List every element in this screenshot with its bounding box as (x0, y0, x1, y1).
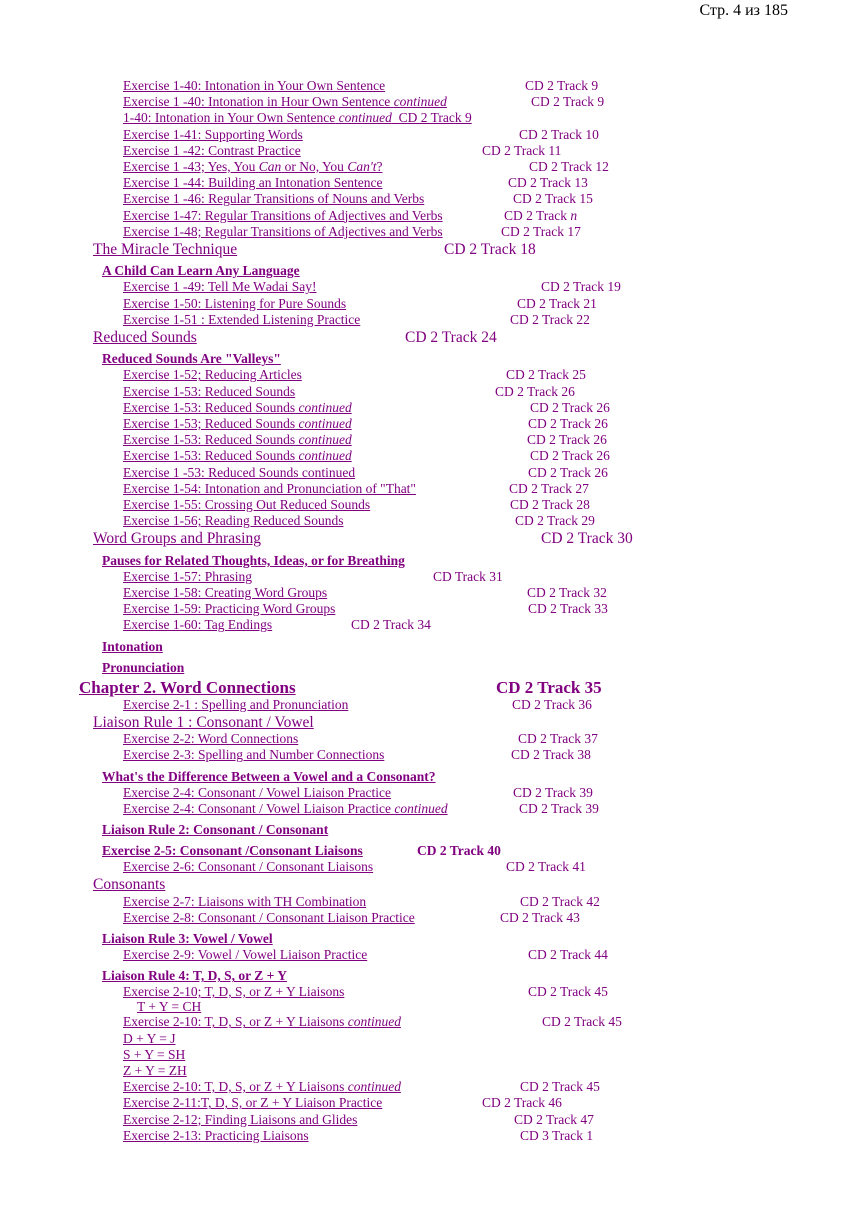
toc-heading[interactable]: Pronunciation (102, 659, 185, 675)
toc-heading[interactable]: Reduced Sounds Are "Valleys" (102, 351, 281, 367)
page-indicator: Стр. 4 из 185 (699, 2, 788, 19)
toc-formula[interactable]: D + Y = J (123, 1030, 176, 1046)
toc-section[interactable]: Consonants (93, 876, 166, 894)
toc-section[interactable]: Liaison Rule 1 : Consonant / Vowel (93, 713, 314, 731)
toc-formula[interactable]: Z + Y = ZH (123, 1063, 187, 1078)
toc-heading[interactable]: What's the Difference Between a Vowel and a Consonant? (102, 768, 436, 784)
toc-link[interactable]: Exercise 1 -43; Yes, You Can or No, You Can't? CD 2 Track 12 (123, 158, 609, 174)
toc-link[interactable]: Exercise 2-1 : Spelling and Pronunciation CD 2 Track 36 (123, 696, 592, 712)
toc-link[interactable]: Exercise 2-10; T, D, S, or Z + Y Liaisons CD 2 Track 45 (123, 984, 608, 1000)
toc-formula[interactable]: S + Y = SH (123, 1046, 186, 1062)
toc-link[interactable]: Exercise 2-10: T, D, S, or Z + Y Liaisons continued CD 2 Track 45 (123, 1079, 600, 1095)
toc-link[interactable]: Exercise 1-48; Regular Transitions of Adjectives and Verbs CD 2 Track 17 (123, 223, 581, 239)
toc-link[interactable]: 1-40: Intonation in Your Own Sentence continued CD 2 Track 9 (123, 110, 472, 126)
toc-formula[interactable]: T + Y = CH (137, 999, 202, 1015)
toc-heading[interactable]: Exercise 2-5: Consonant /Consonant Liaisons CD 2 Track 40 (102, 843, 501, 858)
toc-link[interactable]: Exercise 1-52; Reducing Articles CD 2 Track 25 (123, 367, 586, 383)
toc-link[interactable]: Exercise 1 -40: Intonation in Hour Own Sentence continued CD 2 Track 9 (123, 94, 605, 110)
table-of-contents (0, 78, 868, 1144)
toc-link[interactable]: Exercise 2-13: Practicing Liaisons CD 3 Track 1 (123, 1127, 594, 1143)
toc-link[interactable]: Exercise 2-4: Consonant / Vowel Liaison Practice CD 2 Track 39 (123, 784, 593, 800)
toc-link[interactable]: Exercise 2-11:T, D, S, or Z + Y Liaison Practice CD 2 Track 46 (123, 1095, 562, 1111)
toc-section[interactable]: The Miracle Technique CD 2 Track 18 (93, 240, 536, 258)
toc-link[interactable]: Exercise 1-53: Reduced Sounds continued CD 2 Track 26 (123, 448, 610, 464)
toc-heading[interactable]: Liaison Rule 3: Vowel / Vowel (102, 931, 273, 947)
toc-link[interactable]: Exercise 2-6: Consonant / Consonant Liaisons CD 2 Track 41 (123, 859, 586, 874)
toc-link[interactable]: Exercise 1-40: Intonation in Your Own Sentence CD 2 Track 9 (123, 78, 599, 93)
toc-link[interactable]: Exercise 2-3: Spelling and Number Connections CD 2 Track 38 (123, 747, 591, 763)
toc-link[interactable]: Exercise 1-55: Crossing Out Reduced Sounds CD 2 Track 28 (123, 496, 590, 512)
toc-link[interactable]: Exercise 1-53: Reduced Sounds CD 2 Track 26 (123, 383, 575, 399)
toc-link[interactable]: Exercise 1 -46: Regular Transitions of Nouns and Verbs CD 2 Track 15 (123, 191, 593, 207)
toc-heading[interactable]: Pauses for Related Thoughts, Ideas, or for Breathing (102, 552, 405, 568)
toc-link[interactable]: Exercise 2-7: Liaisons with TH Combination CD 2 Track 42 (123, 893, 600, 909)
toc-link[interactable]: Exercise 1-57: Phrasing CD Track 31 (123, 568, 503, 584)
toc-link[interactable]: Exercise 2-10: T, D, S, or Z + Y Liaisons continued CD 2 Track 45 (123, 1014, 622, 1030)
toc-link[interactable]: Exercise 1-51 : Extended Listening Practice CD 2 Track 22 (123, 311, 590, 327)
toc-link[interactable]: Exercise 2-8: Consonant / Consonant Liaison Practice CD 2 Track 43 (123, 909, 580, 925)
toc-link[interactable]: Exercise 1 -42: Contrast Practice CD 2 Track 11 (123, 142, 562, 158)
toc-link[interactable]: Exercise 1-53: Reduced Sounds continued CD 2 Track 26 (123, 432, 607, 448)
toc-section[interactable]: Reduced Sounds CD 2 Track 24 (93, 328, 497, 346)
toc-link[interactable]: Exercise 1 -53: Reduced Sounds continued CD 2 Track 26 (123, 464, 608, 480)
toc-link[interactable]: Exercise 1-41: Supporting Words CD 2 Track 10 (123, 126, 599, 142)
toc-link[interactable]: Exercise 1-50: Listening for Pure Sounds CD 2 Track 21 (123, 295, 597, 311)
toc-heading[interactable]: Intonation (102, 638, 163, 654)
toc-link[interactable]: Exercise 2-4: Consonant / Vowel Liaison Practice continued CD 2 Track 39 (123, 800, 599, 816)
toc-link[interactable]: Exercise 1 -49: Tell Me Wədai Say! CD 2 Track 19 (123, 279, 621, 295)
toc-link[interactable]: Exercise 2-2: Word Connections CD 2 Track 37 (123, 731, 598, 747)
toc-link[interactable]: Exercise 1-59: Practicing Word Groups CD 2 Track 33 (123, 601, 608, 617)
toc-link[interactable]: Exercise 1-53: Reduced Sounds continued CD 2 Track 26 (123, 399, 610, 415)
toc-heading[interactable]: A Child Can Learn Any Language (102, 263, 300, 279)
toc-link[interactable]: Exercise 1-56; Reading Reduced Sounds CD 2 Track 29 (123, 513, 595, 529)
toc-link[interactable]: Exercise 2-9: Vowel / Vowel Liaison Practice CD 2 Track 44 (123, 947, 608, 963)
toc-link[interactable]: Exercise 2-12; Finding Liaisons and Glides CD 2 Track 47 (123, 1111, 594, 1127)
toc-heading[interactable]: Liaison Rule 4: T, D, S, or Z + Y (102, 968, 287, 984)
toc-link[interactable]: Exercise 1 -44: Building an Intonation Sentence CD 2 Track 13 (123, 175, 588, 191)
toc-heading[interactable]: Liaison Rule 2: Consonant / Consonant (102, 822, 329, 837)
toc-chapter[interactable]: Chapter 2. Word Connections CD 2 Track 35 (79, 677, 602, 697)
toc-link[interactable]: Exercise 1-54: Intonation and Pronunciation of "That" CD 2 Track 27 (123, 480, 589, 496)
toc-link[interactable]: Exercise 1-58: Creating Word Groups CD 2 Track 32 (123, 585, 607, 600)
toc-link[interactable]: Exercise 1-60: Tag Endings CD 2 Track 34 (123, 617, 431, 633)
toc-section[interactable]: Word Groups and Phrasing CD 2 Track 30 (93, 530, 633, 548)
toc-link[interactable]: Exercise 1-47: Regular Transitions of Adjectives and Verbs CD 2 Track n (123, 207, 578, 223)
toc-link[interactable]: Exercise 1-53; Reduced Sounds continued CD 2 Track 26 (123, 416, 608, 431)
